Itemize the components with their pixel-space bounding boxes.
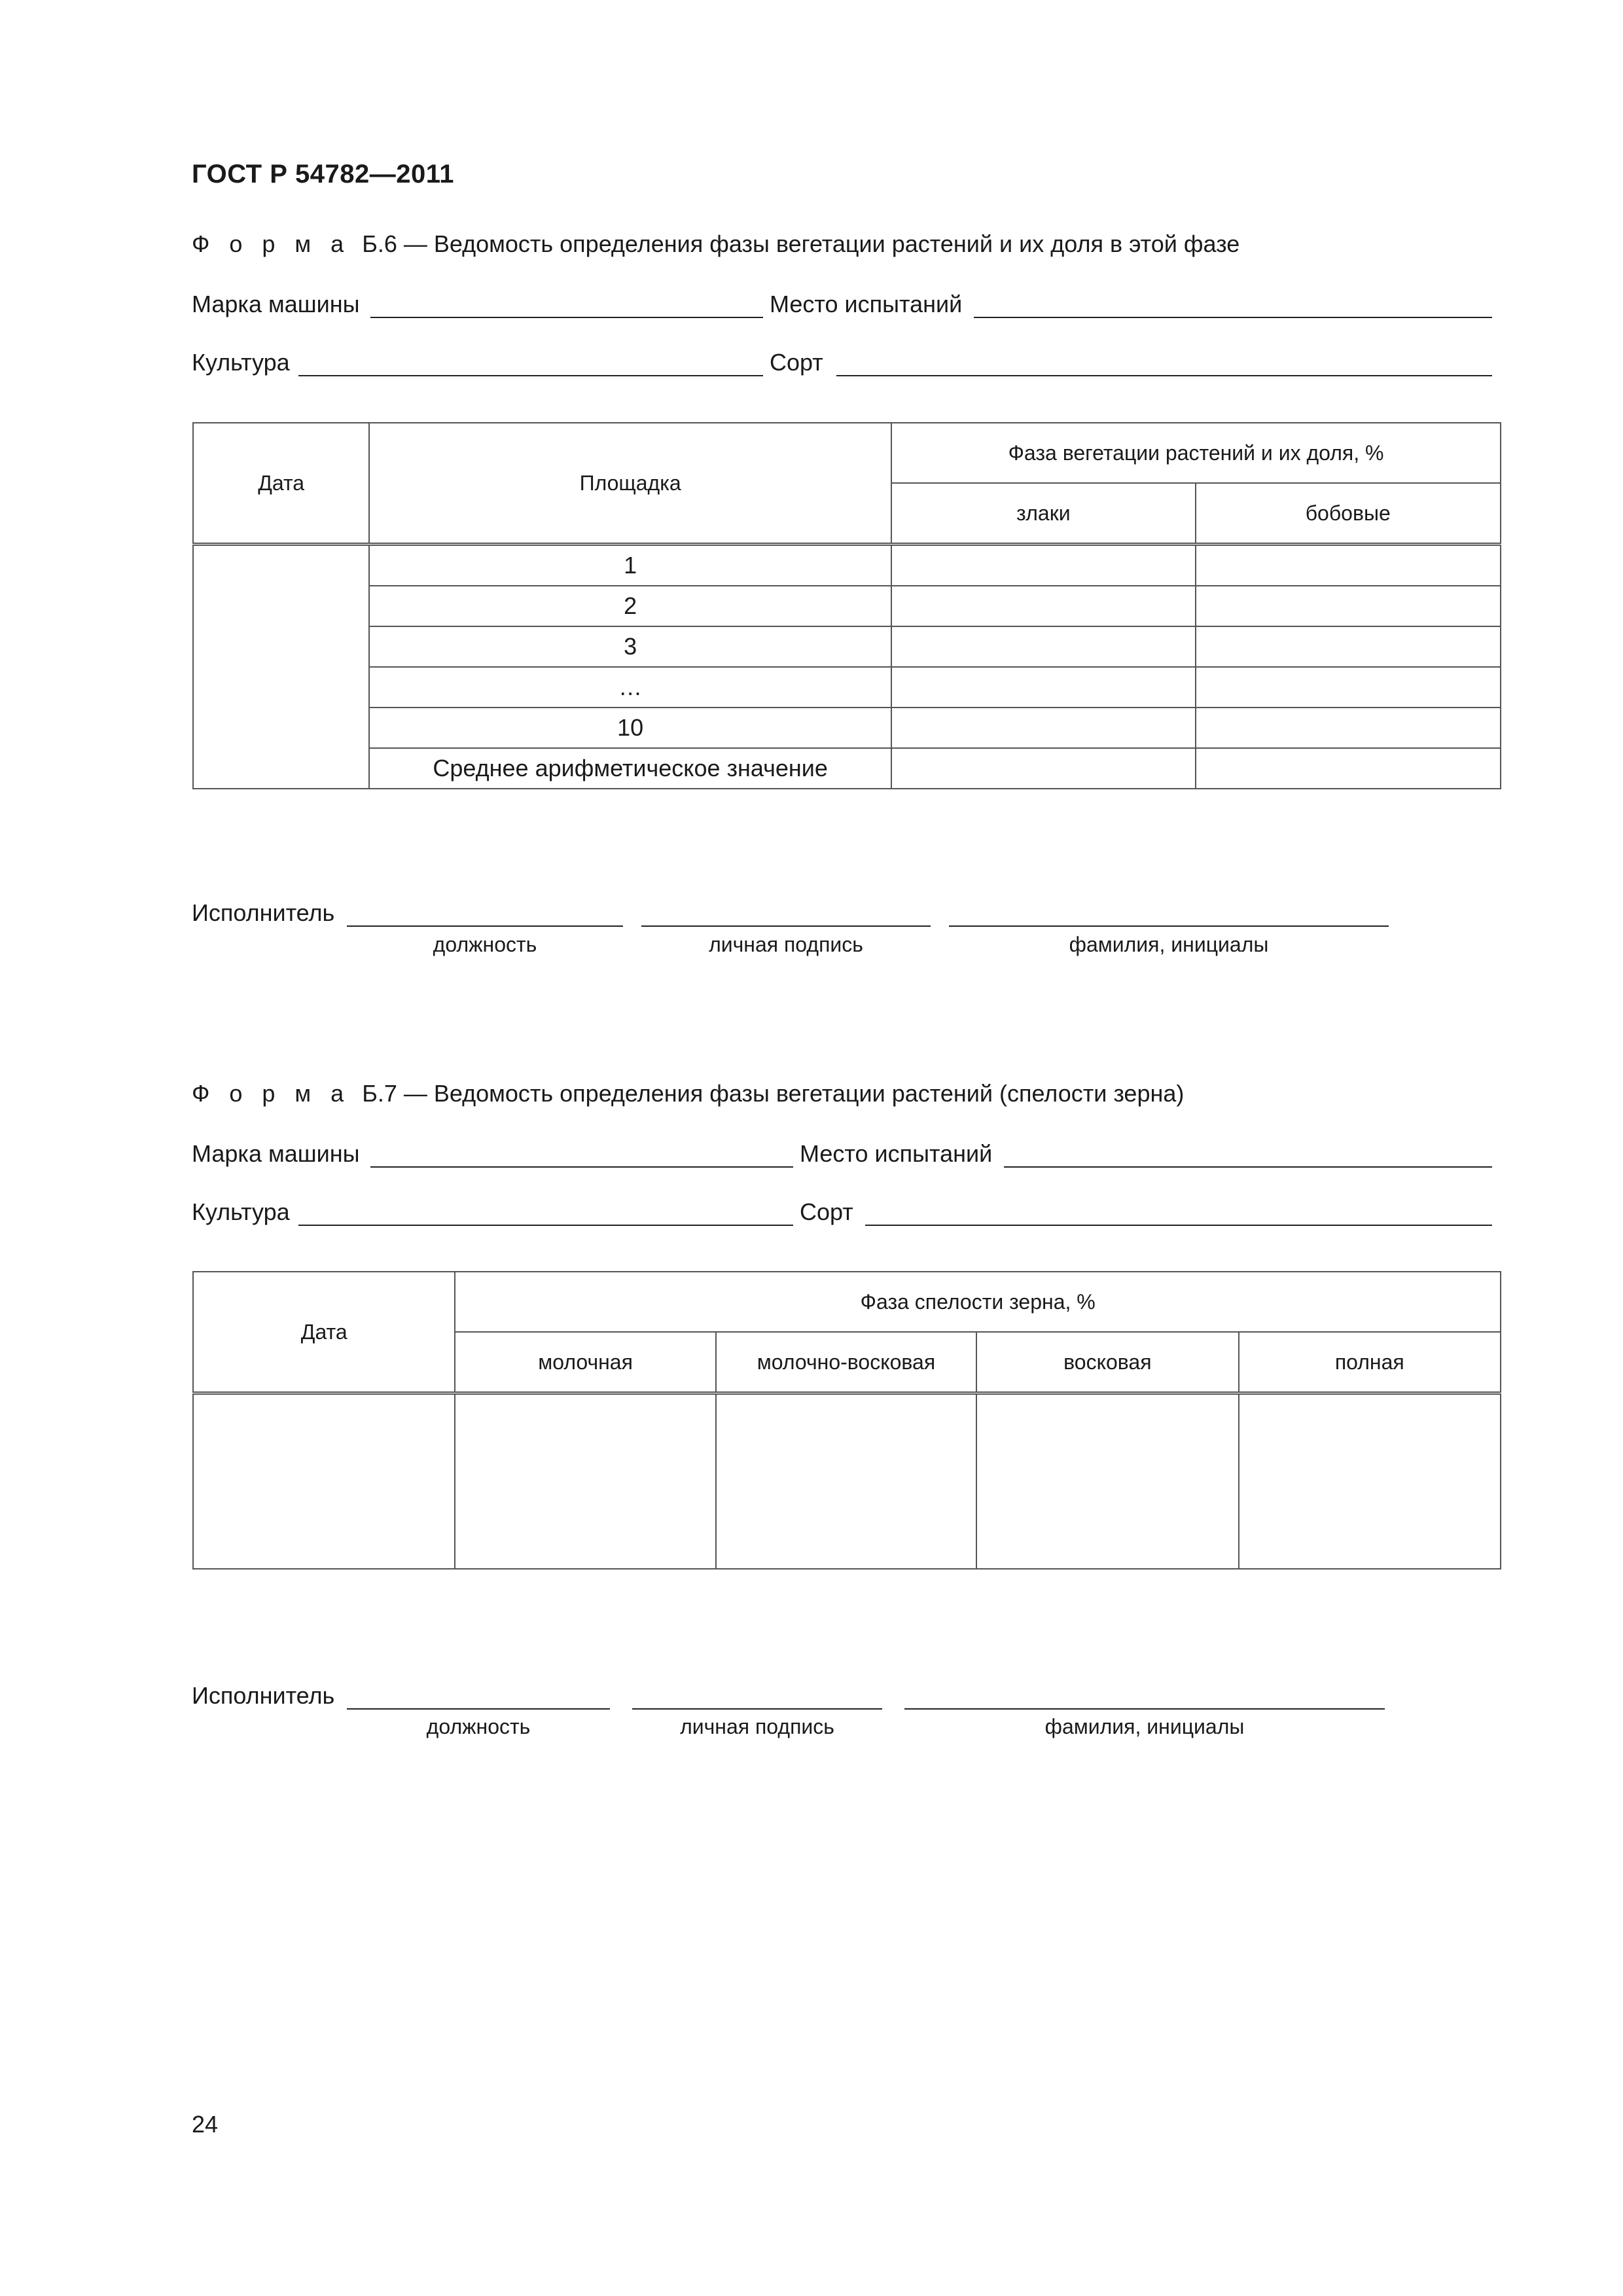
sort-field-line[interactable] bbox=[865, 1225, 1492, 1226]
sort-field-line[interactable] bbox=[836, 375, 1492, 376]
table-row bbox=[193, 545, 1501, 586]
table-row bbox=[193, 748, 1501, 789]
form-title-text: Б.7 — Ведомость определения фазы вегетации растений (спелости зерна) bbox=[362, 1080, 1185, 1107]
legumes-cell[interactable] bbox=[1196, 708, 1501, 748]
site-cell: 10 bbox=[369, 708, 891, 748]
col-milky-wax: молочно-восковая bbox=[716, 1332, 976, 1393]
sort-label: Сорт bbox=[770, 349, 823, 376]
machine-field-line[interactable] bbox=[370, 1166, 793, 1168]
name-caption: фамилия, инициалы bbox=[1044, 1715, 1245, 1738]
col-wax: восковая bbox=[976, 1332, 1238, 1393]
legumes-cell[interactable] bbox=[1196, 748, 1501, 789]
cereals-cell[interactable] bbox=[891, 545, 1195, 586]
culture-label: Культура bbox=[192, 349, 290, 376]
signature-caption: личная подпись bbox=[709, 933, 863, 956]
table-row bbox=[193, 626, 1501, 667]
position-caption: должность bbox=[433, 933, 537, 956]
machine-label: Марка машины bbox=[192, 1140, 360, 1167]
document-header: ГОСТ Р 54782—2011 bbox=[192, 160, 454, 188]
table-row bbox=[193, 667, 1501, 708]
grain-ripeness-table bbox=[192, 1271, 1501, 1570]
form-word: Ф о р м а bbox=[192, 230, 351, 257]
col-full: полная bbox=[1239, 1332, 1501, 1393]
wax-cell[interactable] bbox=[976, 1393, 1238, 1570]
site-cell: … bbox=[369, 667, 891, 708]
form-title-text: Б.6 — Ведомость определения фазы вегетации растений и их доля в этой фазе bbox=[362, 230, 1240, 257]
machine-field-line[interactable] bbox=[370, 317, 763, 318]
culture-field-line[interactable] bbox=[298, 375, 763, 376]
legumes-cell[interactable] bbox=[1196, 545, 1501, 586]
col-milky: молочная bbox=[455, 1332, 715, 1393]
form-word: Ф о р м а bbox=[192, 1080, 351, 1107]
vegetation-share-table bbox=[192, 422, 1501, 789]
culture-label: Культура bbox=[192, 1198, 290, 1225]
legumes-cell[interactable] bbox=[1196, 626, 1501, 667]
date-cell[interactable] bbox=[193, 545, 369, 789]
test-place-label: Место испытаний bbox=[800, 1140, 993, 1167]
position-field-line[interactable] bbox=[347, 1708, 610, 1710]
position-field-line[interactable] bbox=[347, 925, 623, 927]
position-caption: должность bbox=[426, 1715, 531, 1738]
form-b7-title bbox=[192, 1080, 1184, 1107]
col-phase-group: Фаза спелости зерна, % bbox=[455, 1272, 1501, 1332]
table-row bbox=[193, 1393, 1501, 1570]
col-legumes: бобовые bbox=[1196, 483, 1501, 545]
signature-field-line[interactable] bbox=[632, 1708, 882, 1710]
signature-caption: личная подпись bbox=[680, 1715, 834, 1738]
site-cell: 1 bbox=[369, 545, 891, 586]
culture-field-line[interactable] bbox=[298, 1225, 793, 1226]
cereals-cell[interactable] bbox=[891, 667, 1195, 708]
test-place-field-line[interactable] bbox=[974, 317, 1492, 318]
test-place-label: Место испытаний bbox=[770, 291, 963, 317]
cereals-cell[interactable] bbox=[891, 748, 1195, 789]
form-b6-title bbox=[192, 230, 1240, 258]
col-cereals: злаки bbox=[891, 483, 1195, 545]
sort-label: Сорт bbox=[800, 1198, 853, 1225]
cereals-cell[interactable] bbox=[891, 708, 1195, 748]
full-cell[interactable] bbox=[1239, 1393, 1501, 1570]
site-cell: Среднее арифметическое значение bbox=[369, 748, 891, 789]
executor-label: Исполнитель bbox=[192, 899, 335, 926]
date-cell[interactable] bbox=[193, 1393, 455, 1570]
site-cell: 3 bbox=[369, 626, 891, 667]
site-cell: 2 bbox=[369, 586, 891, 626]
executor-label: Исполнитель bbox=[192, 1682, 335, 1709]
col-date: Дата bbox=[193, 423, 369, 545]
milky-wax-cell[interactable] bbox=[716, 1393, 976, 1570]
cereals-cell[interactable] bbox=[891, 626, 1195, 667]
legumes-cell[interactable] bbox=[1196, 586, 1501, 626]
name-field-line[interactable] bbox=[904, 1708, 1385, 1710]
signature-field-line[interactable] bbox=[641, 925, 931, 927]
table-row bbox=[193, 586, 1501, 626]
table-row bbox=[193, 708, 1501, 748]
name-caption: фамилия, инициалы bbox=[1069, 933, 1269, 956]
col-site: Площадка bbox=[369, 423, 891, 545]
cereals-cell[interactable] bbox=[891, 586, 1195, 626]
col-phase-group: Фаза вегетации растений и их доля, % bbox=[891, 423, 1501, 483]
machine-label: Марка машины bbox=[192, 291, 360, 317]
col-date: Дата bbox=[193, 1272, 455, 1393]
milky-cell[interactable] bbox=[455, 1393, 715, 1570]
name-field-line[interactable] bbox=[949, 925, 1389, 927]
page-number: 24 bbox=[192, 2111, 219, 2138]
legumes-cell[interactable] bbox=[1196, 667, 1501, 708]
test-place-field-line[interactable] bbox=[1004, 1166, 1492, 1168]
